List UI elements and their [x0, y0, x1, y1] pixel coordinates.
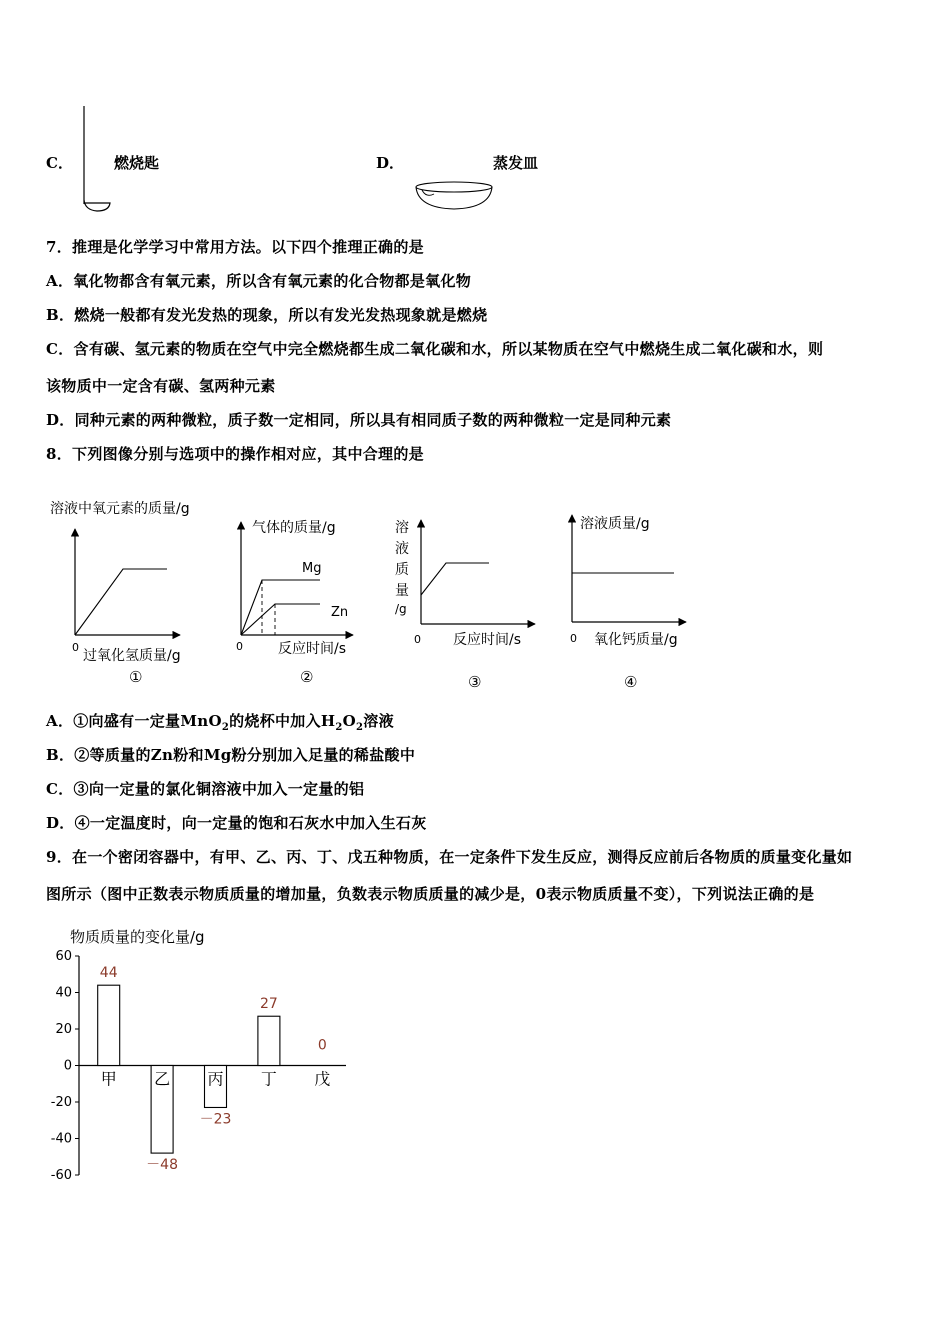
option-d-label: D． [376, 154, 405, 172]
q7-option-c-line2: 该物质中一定含有碳、氢两种元素 [46, 377, 276, 395]
bar [98, 985, 120, 1065]
q9-stem-line1: 9．在一个密闭容器中，有甲、乙、丙、丁、戊五种物质，在一定条件下发生反应，测得反应前后各物质的质量变化量如 [46, 848, 853, 866]
value-label: 44 [99, 965, 118, 982]
graph-2-ylabel: 气体的质量/g [252, 520, 336, 536]
value-label: －23 [199, 1111, 232, 1128]
q8-stem: 8．下列图像分别与选项中的操作相对应，其中合理的是 [46, 445, 424, 463]
y-tick-label: 40 [55, 985, 72, 1001]
category-label: 丁 [260, 1069, 277, 1089]
graph-2-number: ② [300, 668, 314, 686]
option-c-text: 燃烧匙 [114, 154, 160, 172]
graph-3-line [421, 563, 489, 595]
graph-4 [560, 505, 720, 695]
graph-3-ylabel-2: 液 [395, 541, 409, 557]
graph-4-number: ④ [624, 673, 638, 691]
graph-1-origin: 0 [72, 641, 79, 654]
graph-2-mg-label: Mg [302, 561, 322, 576]
y-tick-label: 60 [55, 949, 72, 964]
y-tick-label: 0 [63, 1058, 72, 1074]
graph-3-ylabel-1: 溶 [395, 520, 409, 536]
y-tick-label: -20 [50, 1095, 72, 1110]
q7-option-c-line1: C．含有碳、氢元素的物质在空气中完全燃烧都生成二氧化碳和水，所以某物质在空气中燃烧生成二氧化碳和水，则 [46, 340, 824, 358]
value-label: －48 [146, 1157, 179, 1174]
value-label: 0 [317, 1037, 327, 1054]
graph-3-number: ③ [468, 673, 482, 691]
y-tick-label: -60 [50, 1168, 72, 1183]
category-label: 甲 [100, 1069, 117, 1089]
graph-1-number: ① [129, 668, 143, 686]
graph-3-xlabel: 反应时间/s [453, 632, 522, 648]
graph-2-zn-line [241, 604, 320, 635]
graph-4-xlabel: 氧化钙质量/g [594, 632, 678, 648]
option-d-text: 蒸发皿 [493, 154, 539, 172]
q7-stem: 7．推理是化学学习中常用方法。以下四个推理正确的是 [46, 238, 424, 256]
graph-1-ylabel: 溶液中氧元素的质量/g [50, 501, 190, 517]
graph-2-zn-label: Zn [331, 605, 349, 620]
chart-title: 物质质量的变化量/g [70, 928, 205, 946]
y-tick-label: -40 [50, 1131, 72, 1147]
q9-bar-chart [30, 920, 360, 1190]
graph-2-origin: 0 [236, 640, 243, 653]
graph-1 [40, 495, 230, 695]
graph-1-line [75, 569, 167, 635]
graph-4-ylabel: 溶液质量/g [580, 516, 650, 532]
value-label: 27 [259, 996, 278, 1013]
evaporating-dish-figure [410, 178, 500, 218]
q7-option-a: A．氧化物都含有氧元素，所以含有氧元素的化合物都是氧化物 [46, 272, 472, 290]
graph-1-xlabel: 过氧化氢质量/g [83, 648, 181, 664]
category-label: 戊 [314, 1069, 331, 1089]
graph-3-ylabel-4: 量 [395, 583, 409, 599]
category-label: 乙 [154, 1069, 171, 1089]
graph-2-xlabel: 反应时间/s [278, 641, 347, 657]
q9-stem-line2: 图所示（图中正数表示物质质量的增加量，负数表示物质质量的减少是，0表示物质质量不变），下列说法正确的是 [46, 885, 815, 903]
graph-2-mg-line [241, 580, 320, 635]
graph-4-origin: 0 [570, 632, 577, 645]
graph-2 [228, 510, 378, 695]
q7-option-d: D．同种元素的两种微粒，质子数一定相同，所以具有相同质子数的两种微粒一定是同种元素 [46, 411, 672, 429]
bar [258, 1016, 280, 1065]
q8-option-a: A．①向盛有一定量MnO$_2$的烧杯中加入$H_2O_2$溶液 [46, 712, 394, 733]
q8-option-c: C．③向一定量的氯化铜溶液中加入一定量的铝 [46, 780, 365, 798]
q8-option-b: B．②等质量的Zn粉和Mg粉分别加入足量的稀盐酸中 [46, 746, 416, 764]
y-tick-label: 20 [55, 1022, 72, 1037]
graph-3-ylabel-3: 质 [395, 562, 409, 578]
category-label: 丙 [207, 1069, 224, 1089]
option-c-label: C． [46, 154, 73, 172]
graph-3-ylabel-5: /g [395, 602, 407, 616]
q8-option-d: D．④一定温度时，向一定量的饱和石灰水中加入生石灰 [46, 814, 427, 832]
q7-option-b: B．燃烧一般都有发光发热的现象，所以有发光发热现象就是燃烧 [46, 306, 488, 324]
graph-3 [385, 508, 545, 696]
graph-3-origin: 0 [414, 633, 421, 646]
